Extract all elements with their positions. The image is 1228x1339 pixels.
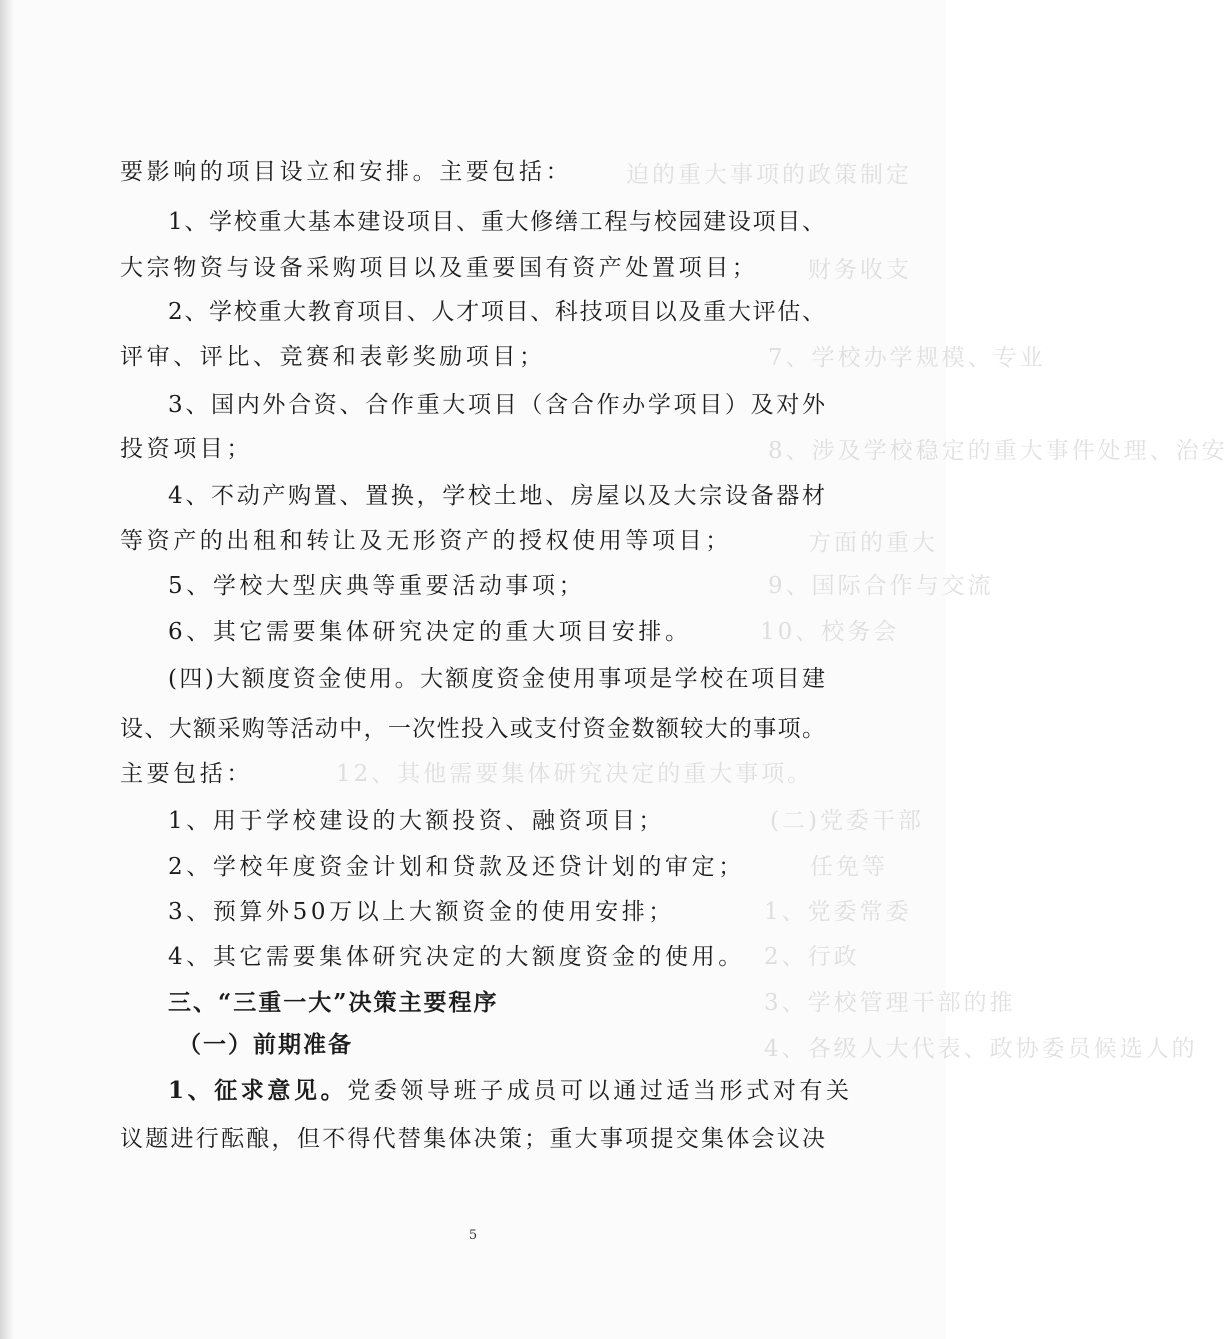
- list-item: 4、其它需要集体研究决定的大额度资金的使用。: [168, 944, 745, 970]
- bleed-text: 4、各级人大代表、政协委员候选人的: [764, 1036, 1198, 1062]
- bleed-text: 7、学校办学规模、专业: [768, 345, 1046, 371]
- subsection-heading: （一）前期准备: [178, 1031, 353, 1058]
- section-heading: 三、“三重一大”决策主要程序: [168, 989, 499, 1016]
- text-line: 投资项目；: [120, 436, 253, 462]
- list-item: 1、用于学校建设的大额投资、融资项目；: [168, 808, 666, 834]
- text-line: 等资产的出租和转让及无形资产的授权使用等项目；: [120, 528, 732, 554]
- text-line: 评审、评比、竞赛和表彰奖励项目；: [120, 344, 546, 370]
- list-item: 6、其它需要集体研究决定的重大项目安排。: [168, 619, 692, 645]
- text-line: 大宗物资与设备采购项目以及重要国有资产处置项目；: [120, 255, 759, 281]
- bleed-text: 任免等: [810, 854, 888, 880]
- bleed-text: 8、涉及学校稳定的重大事件处理、治安: [768, 438, 1228, 464]
- bleed-text: 财务收支: [808, 257, 912, 283]
- bleed-text: 9、国际合作与交流: [768, 573, 994, 599]
- bleed-text: (二)党委干部: [770, 808, 924, 834]
- paragraph-lead: 1、征求意见。: [168, 1077, 348, 1104]
- bleed-text: 1、党委常委: [764, 899, 912, 925]
- bleed-text: 迫的重大事项的政策制定: [626, 162, 912, 188]
- bleed-text: 10、校务会: [760, 619, 900, 645]
- list-item: 2、学校年度资金计划和贷款及还贷计划的审定；: [168, 854, 745, 880]
- page-number: 5: [468, 1228, 478, 1243]
- list-item: 3、国内外合资、合作重大项目（含合作办学项目）及对外: [168, 392, 825, 418]
- bleed-text: 2、行政: [764, 944, 860, 970]
- section-paragraph: (四)大额度资金使用。大额度资金使用事项是学校在项目建: [168, 666, 825, 692]
- text-line: 要影响的项目设立和安排。主要包括：: [120, 159, 573, 185]
- text-line: 设、大额采购等活动中，一次性投入或支付资金数额较大的事项。: [120, 716, 825, 742]
- text-line: 主要包括：: [120, 761, 253, 787]
- list-item: 2、学校重大教育项目、人才项目、科技项目以及重大评估、: [168, 299, 825, 325]
- text-line: 党委领导班子成员可以通过适当形式对有关: [347, 1078, 853, 1104]
- scan-shadow: [0, 0, 14, 1339]
- bleed-text: 方面的重大: [808, 530, 938, 556]
- list-item: 3、预算外50万以上大额资金的使用安排；: [168, 899, 675, 925]
- text-line: 议题进行酝酿，但不得代替集体决策；重大事项提交集体会议决: [120, 1126, 825, 1152]
- bleed-text: 12、其他需要集体研究决定的重大事项。: [336, 761, 814, 787]
- list-item: 5、学校大型庆典等重要活动事项；: [168, 573, 586, 599]
- bleed-text: 3、学校管理干部的推: [764, 990, 1016, 1016]
- list-item: 4、不动产购置、置换，学校土地、房屋以及大宗设备器材: [168, 483, 825, 509]
- list-item: 1、学校重大基本建设项目、重大修缮工程与校园建设项目、: [168, 209, 825, 235]
